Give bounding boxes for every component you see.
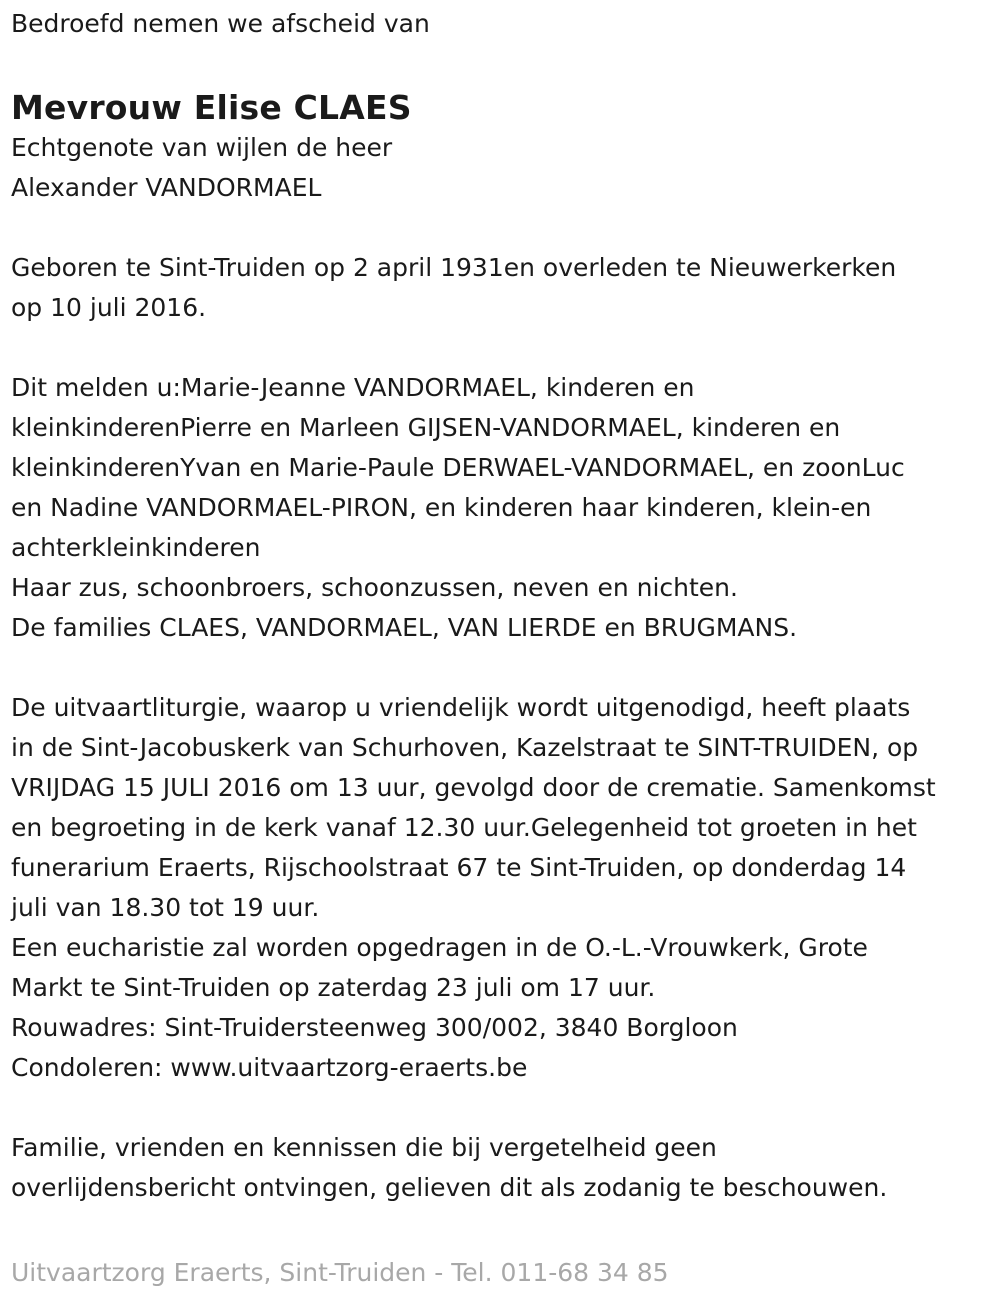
family-line: Haar zus, schoonbroers, schoonzussen, neven en nichten. (11, 573, 738, 602)
service-section (11, 688, 986, 1088)
closing-section (11, 1128, 986, 1208)
family-line: en Nadine VANDORMAEL-PIRON, en kinderen haar kinderen, klein-en (11, 493, 872, 522)
service-line: en begroeting in de kerk vanaf 12.30 uur.Gelegenheid tot groeten in het (11, 813, 917, 842)
mourning-address: Rouwadres: Sint-Truidersteenweg 300/002, 3840 Borgloon (11, 1013, 738, 1042)
family-section (11, 368, 986, 648)
spouse-line: Alexander VANDORMAEL (11, 173, 322, 202)
deceased-name: Mevrouw Elise CLAES (11, 88, 412, 127)
closing-line: Familie, vrienden en kennissen die bij vergetelheid geen (11, 1133, 717, 1162)
intro-text: Bedroefd nemen we afscheid van (11, 9, 430, 38)
family-line: De families CLAES, VANDORMAEL, VAN LIERDE en BRUGMANS. (11, 613, 798, 642)
funeral-home-footer: Uitvaartzorg Eraerts, Sint-Truiden - Tel. 011-68 34 85 (11, 1258, 669, 1287)
service-line: VRIJDAG 15 JULI 2016 om 13 uur, gevolgd door de crematie. Samenkomst (11, 773, 936, 802)
birth-death-line: op 10 juli 2016. (11, 293, 207, 322)
spouse-section (11, 128, 986, 208)
closing-line: overlijdensbericht ontvingen, gelieven dit als zodanig te beschouwen. (11, 1173, 888, 1202)
service-line: funerarium Eraerts, Rijschoolstraat 67 te Sint-Truiden, op donderdag 14 (11, 853, 907, 882)
service-line: Markt te Sint-Truiden op zaterdag 23 juli om 17 uur. (11, 973, 656, 1002)
service-line: Een eucharistie zal worden opgedragen in de O.-L.-Vrouwkerk, Grote (11, 933, 868, 962)
birth-death-line: Geboren te Sint-Truiden op 2 april 1931en overleden te Nieuwerkerken (11, 253, 897, 282)
obituary-notice (11, 0, 986, 1208)
service-line: juli van 18.30 tot 19 uur. (11, 893, 320, 922)
family-line: kleinkinderenYvan en Marie-Paule DERWAEL-VANDORMAEL, en zoonLuc (11, 453, 905, 482)
birth-death-section (11, 248, 986, 328)
spouse-line: Echtgenote van wijlen de heer (11, 133, 393, 162)
service-line: in de Sint-Jacobuskerk van Schurhoven, Kazelstraat te SINT-TRUIDEN, op (11, 733, 919, 762)
condolence-link: Condoleren: www.uitvaartzorg-eraerts.be (11, 1053, 528, 1082)
family-line: Dit melden u:Marie-Jeanne VANDORMAEL, kinderen en (11, 373, 695, 402)
family-line: achterkleinkinderen (11, 533, 261, 562)
service-line: De uitvaartliturgie, waarop u vriendelijk wordt uitgenodigd, heeft plaats (11, 693, 911, 722)
family-line: kleinkinderenPierre en Marleen GIJSEN-VANDORMAEL, kinderen en (11, 413, 841, 442)
